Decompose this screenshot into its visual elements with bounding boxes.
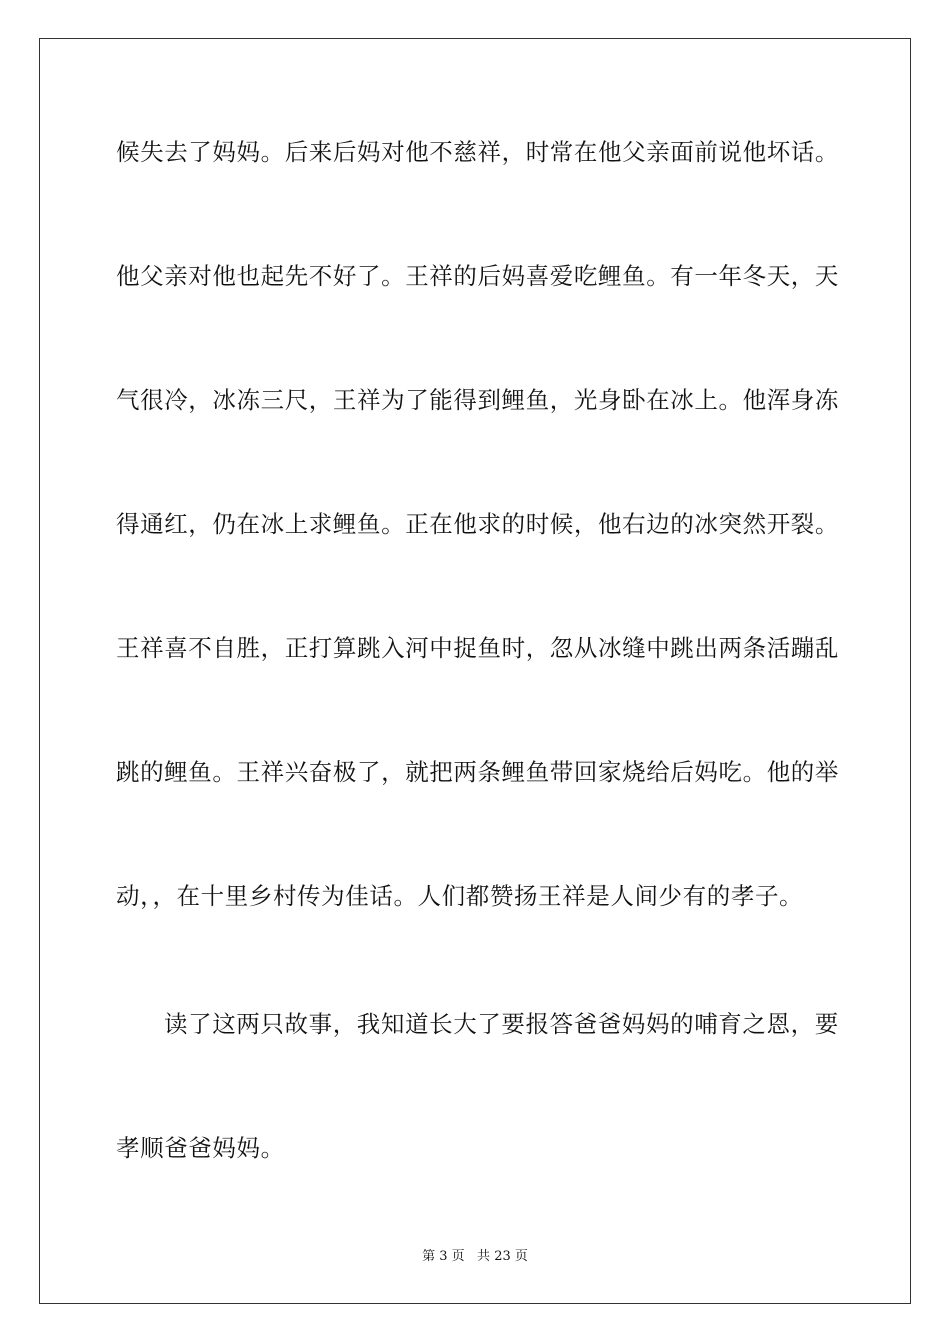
paragraph-line-4: 得通红，仍在冰上求鲤鱼。正在他求的时候，他右边的冰突然开裂。: [116, 510, 839, 538]
paragraph-line-1: 候失去了妈妈。后来后妈对他不慈祥，时常在他父亲面前说他坏话。: [116, 138, 839, 166]
paragraph-line-7: 动，，在十里乡村传为佳话。人们都赞扬王祥是人间少有的孝子。: [116, 882, 804, 910]
paragraph-line-6: 跳的鲤鱼。王祥兴奋极了，就把两条鲤鱼带回家烧给后妈吃。他的举: [116, 758, 839, 786]
paragraph-line-3: 气很冷，冰冻三尺，王祥为了能得到鲤鱼，光身卧在冰上。他浑身冻: [116, 386, 839, 414]
paragraph-line-8: 读了这两只故事，我知道长大了要报答爸爸妈妈的哺育之恩，要: [164, 1010, 839, 1038]
paragraph-line-2: 他父亲对他也起先不好了。王祥的后妈喜爱吃鲤鱼。有一年冬天，天: [116, 262, 839, 290]
paragraph-line-9: 孝顺爸爸妈妈。: [116, 1134, 285, 1162]
page-number-footer: 第 3 页 共 23 页: [422, 1249, 528, 1264]
page-border: [39, 38, 911, 1304]
paragraph-line-5: 王祥喜不自胜，正打算跳入河中捉鱼时，忽从冰缝中跳出两条活蹦乱: [116, 634, 839, 662]
